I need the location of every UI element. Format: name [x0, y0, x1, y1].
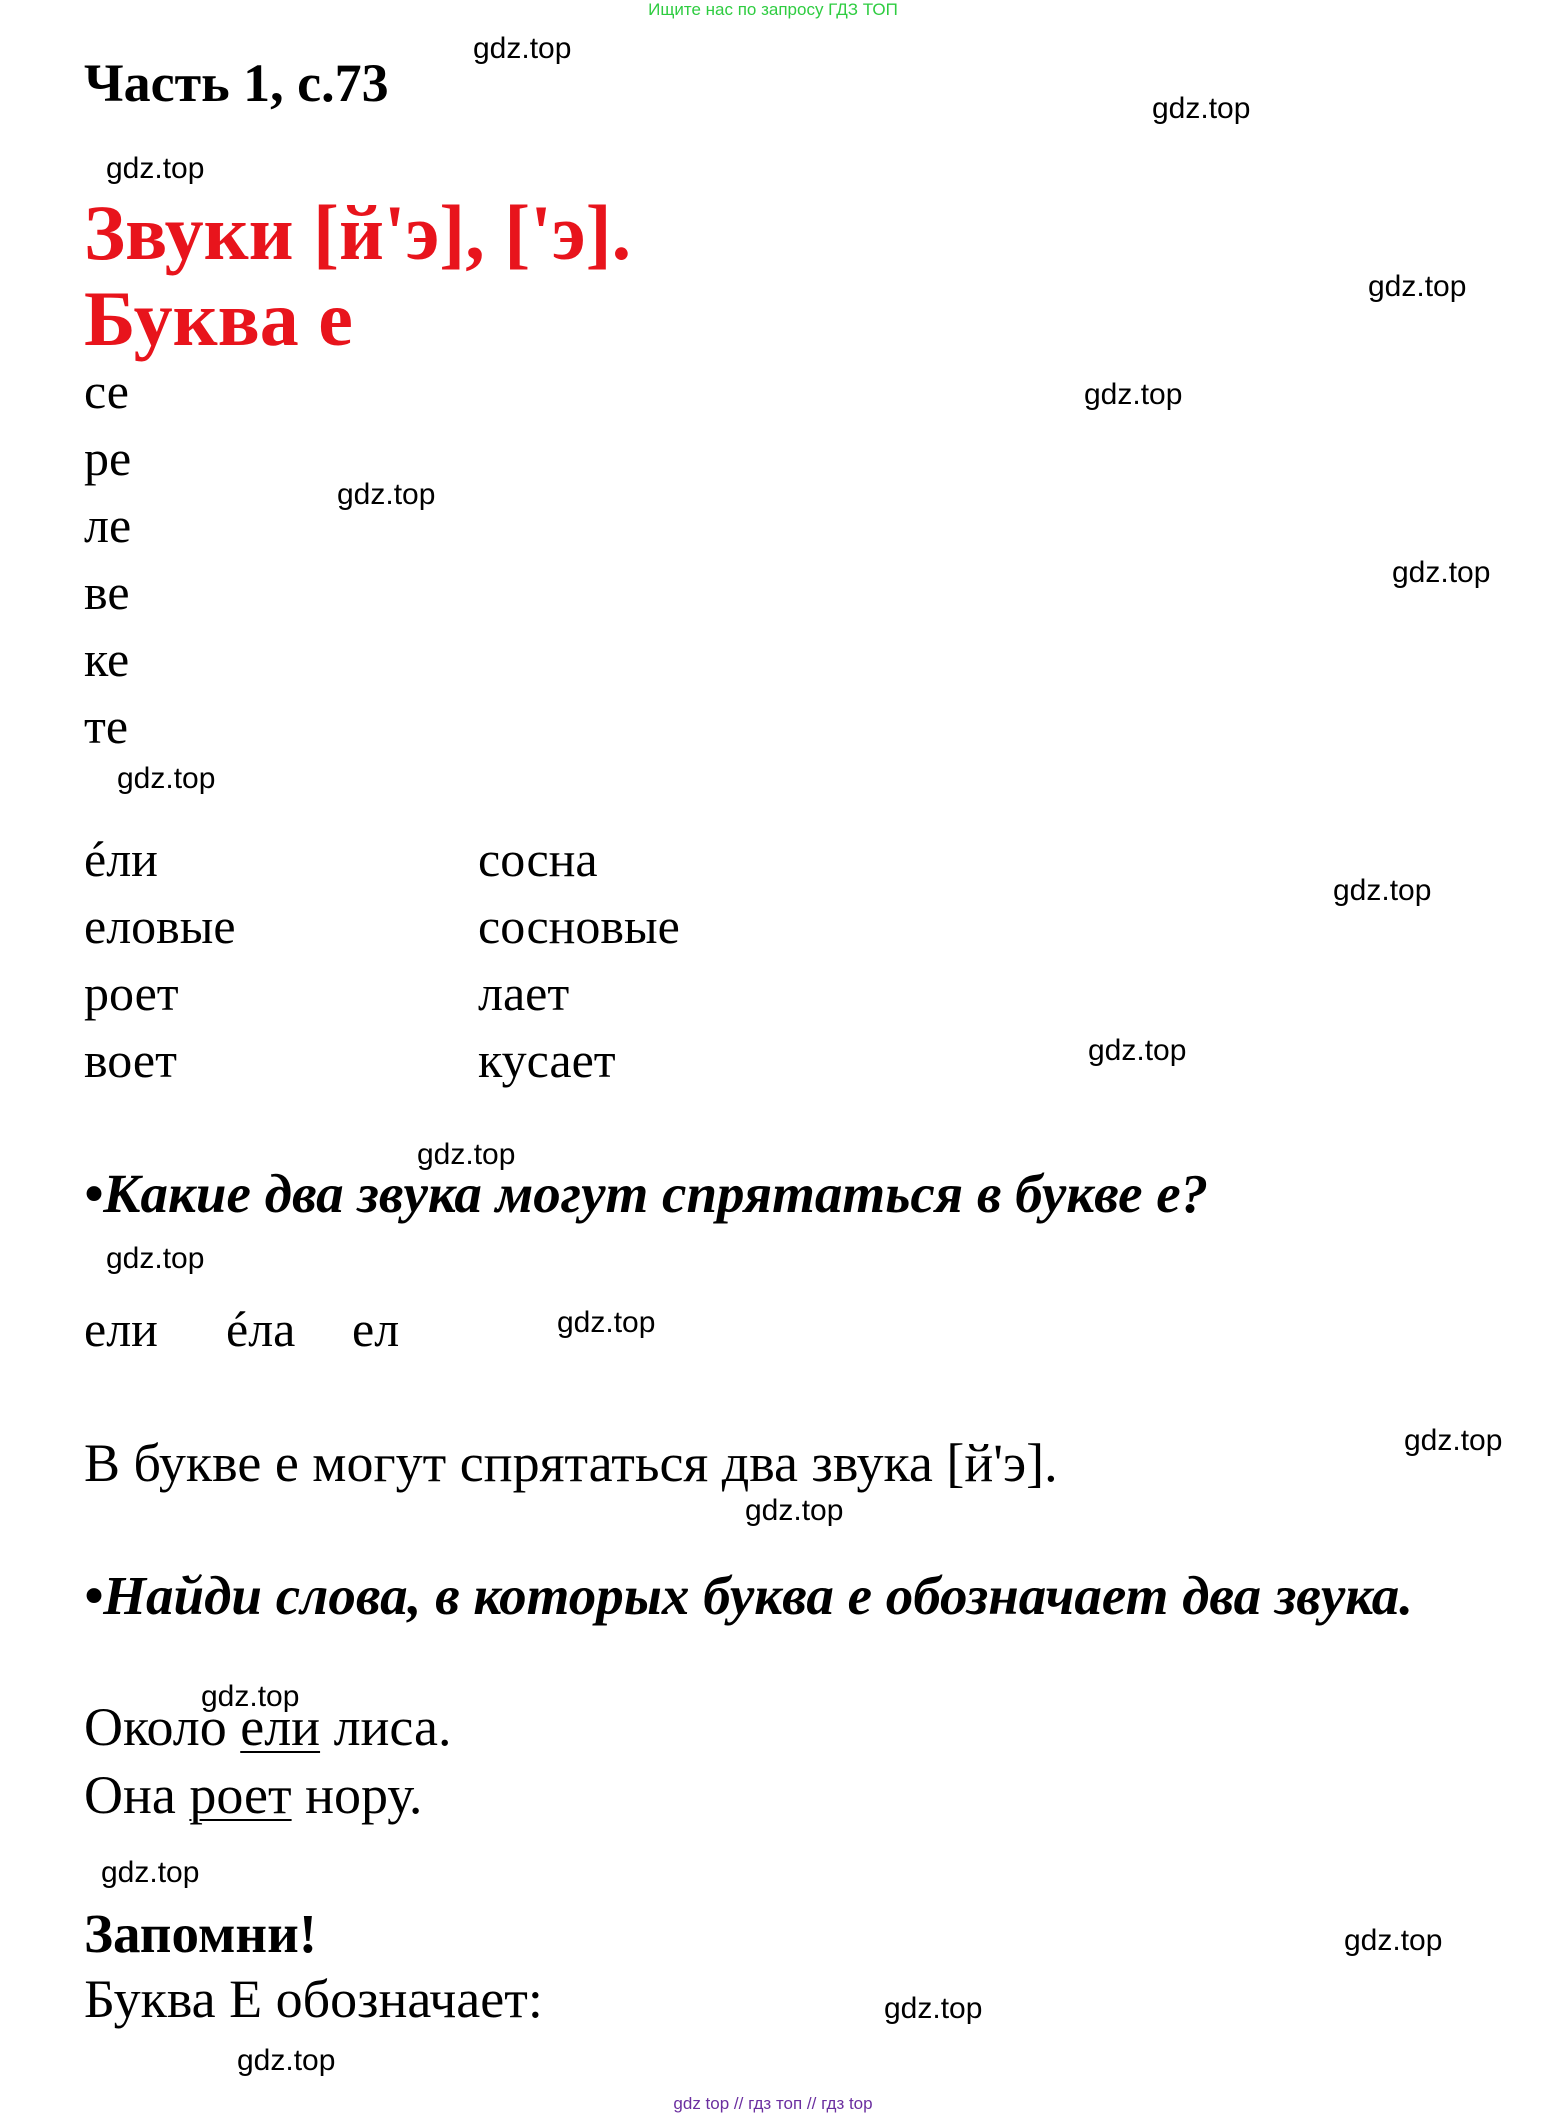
watermark: gdz.top	[557, 1306, 656, 1339]
bottom-banner: gdz top // гдз топ // гдз top	[673, 2094, 873, 2113]
sentence-text: лиса.	[320, 1697, 452, 1757]
watermark: gdz.top	[417, 1138, 516, 1171]
underlined-word: ели	[240, 1697, 321, 1757]
answer-1: В букве е могут спрятаться два звука [й'э].	[84, 1433, 1058, 1493]
sentence-2	[84, 1764, 422, 1826]
sentence-text: Около	[84, 1697, 241, 1757]
syllable-item: ке	[84, 631, 130, 687]
example-word: ел	[352, 1301, 400, 1357]
remember-heading: Запомни!	[84, 1903, 318, 1964]
watermark: gdz.top	[884, 1992, 983, 2025]
syllable-item: ве	[84, 564, 130, 620]
word-item: воет	[84, 1032, 177, 1088]
sentence-text: нору.	[291, 1765, 423, 1825]
word-item: роет	[84, 965, 179, 1021]
watermark: gdz.top	[1344, 1924, 1443, 1957]
example-word: éла	[226, 1301, 296, 1357]
underlined-word: роет	[189, 1765, 292, 1825]
syllable-item: се	[84, 363, 129, 419]
watermark: gdz.top	[1088, 1034, 1187, 1067]
watermark: gdz.top	[1392, 556, 1491, 589]
watermark: gdz.top	[473, 32, 572, 65]
lesson-title-line1: Звуки [й'э], ['э].	[84, 189, 632, 276]
top-search-banner: Ищите нас по запросу ГДЗ ТОП	[648, 0, 898, 19]
remember-text: Буква Е обозначает:	[84, 1969, 543, 2029]
word-item: лает	[478, 965, 570, 1021]
watermark: gdz.top	[1368, 270, 1467, 303]
word-item: еловые	[84, 898, 236, 954]
watermark: gdz.top	[1084, 378, 1183, 411]
syllable-item: те	[84, 698, 129, 754]
watermark: gdz.top	[101, 1856, 200, 1889]
lesson-title-line2: Буква е	[84, 275, 353, 362]
watermark: gdz.top	[745, 1494, 844, 1527]
page-title: Часть 1, с.73	[84, 53, 389, 113]
syllable-item: ре	[84, 430, 132, 486]
word-item: кусает	[478, 1032, 616, 1088]
watermark: gdz.top	[1152, 92, 1251, 125]
syllable-item: ле	[84, 497, 132, 553]
question-1: •Какие два звука могут спрятаться в букве е?	[84, 1163, 1209, 1224]
watermark: gdz.top	[117, 762, 216, 795]
watermark: gdz.top	[106, 152, 205, 185]
question-2: •Найди слова, в которых буква е обозначает два звука.	[84, 1565, 1414, 1626]
watermark: gdz.top	[106, 1242, 205, 1275]
word-item: сосна	[478, 831, 598, 887]
watermark: gdz.top	[237, 2044, 336, 2077]
watermark: gdz.top	[1333, 874, 1432, 907]
example-word: ели	[84, 1301, 158, 1357]
watermark: gdz.top	[337, 478, 436, 511]
word-item: сосновые	[478, 898, 680, 954]
word-item: éли	[84, 831, 158, 887]
sentence-text: Она	[84, 1765, 190, 1825]
watermark: gdz.top	[201, 1680, 300, 1713]
watermark: gdz.top	[1404, 1424, 1503, 1457]
